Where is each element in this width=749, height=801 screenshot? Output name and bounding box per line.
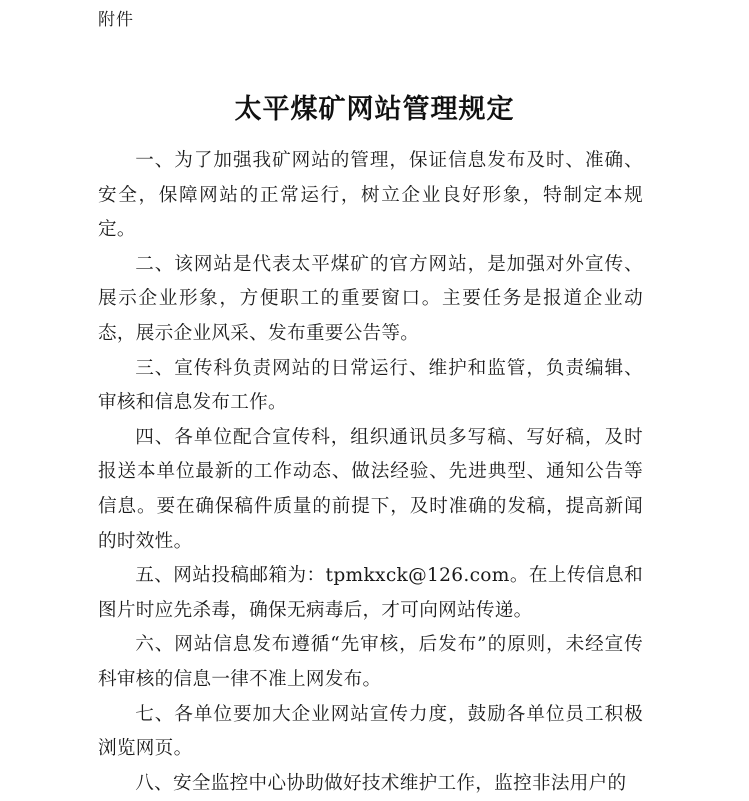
paragraph-8: 八、安全监控中心协助做好技术维护工作，监控非法用户的 [135,772,627,794]
document-title: 太平煤矿网站管理规定 [234,94,515,125]
paragraph-4: 四、各单位配合宣传科，组织通讯员多写稿、写好稿，及时报送本单位最新的工作动态、做法经验、先进典型、通知公告等信息。要在确保稿件质量的前提下，及时准确的发稿，提高新闻的时效性。 [98,426,643,552]
attachment-label: 附件 [98,10,134,30]
paragraph-5: 五、网站投稿邮箱为：tpmkxck@126.com。在上传信息和图片时应先杀毒，确保无病毒后，才可向网站传递。 [98,565,643,621]
document-body [98,144,643,801]
paragraph-3: 三、宣传科负责网站的日常运行、维护和监管，负责编辑、审核和信息发布工作。 [98,357,643,414]
paragraph-2: 二、该网站是代表太平煤矿的官方网站，是加强对外宣传、展示企业形象，方便职工的重要窗口。主要任务是报道企业动态，展示企业风采、发布重要公告等。 [98,253,643,344]
paragraph-6: 六、网站信息发布遵循“先审核，后发布”的原则，未经宣传科审核的信息一律不准上网发布。 [98,634,643,690]
paragraph-7: 七、各单位要加大企业网站宣传力度，鼓励各单位员工积极浏览网页。 [98,703,643,760]
paragraph-1: 一、为了加强我矿网站的管理，保证信息发布及时、准确、安全，保障网站的正常运行，树立企业良好形象，特制定本规定。 [98,150,643,241]
